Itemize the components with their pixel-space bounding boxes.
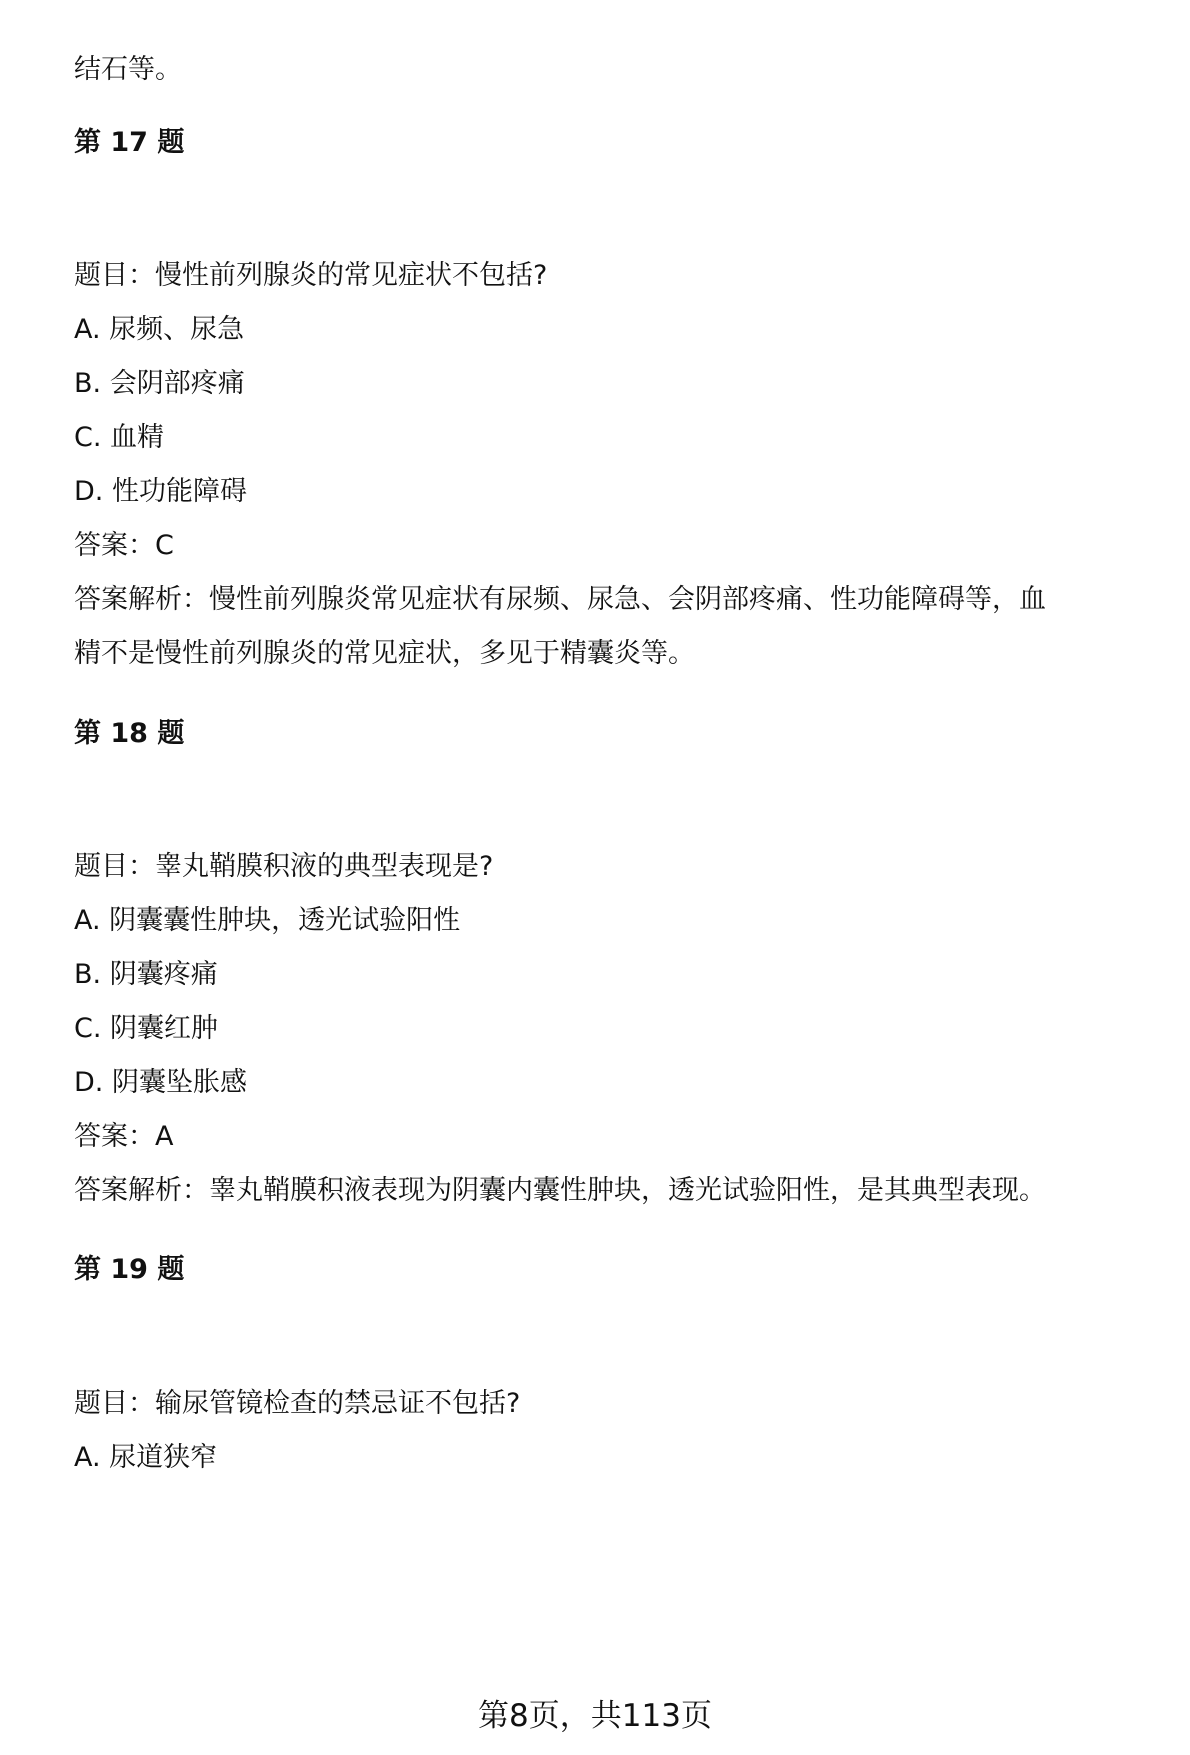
question-19-option-a: A. 尿道狭窄: [74, 1442, 218, 1473]
question-18-heading: 第 18 题: [74, 718, 185, 749]
question-17-option-d: D. 性功能障碍: [74, 476, 247, 507]
question-17-heading: 第 17 题: [74, 127, 185, 158]
question-17-explanation-line-1: 答案解析：慢性前列腺炎常见症状有尿频、尿急、会阴部疼痛、性功能障碍等，血: [74, 584, 1046, 615]
question-17-explanation-line-2: 精不是慢性前列腺炎的常见症状，多见于精囊炎等。: [74, 638, 695, 669]
question-18-answer: 答案：A: [74, 1121, 174, 1152]
question-17-option-c: C. 血精: [74, 422, 165, 453]
question-17-option-a: A. 尿频、尿急: [74, 314, 245, 345]
question-19-text: 题目：输尿管镜检查的禁忌证不包括?: [74, 1388, 521, 1419]
question-17-option-b: B. 会阴部疼痛: [74, 368, 245, 399]
page-number-footer: 第8页，共113页: [478, 1698, 712, 1734]
question-18-option-d: D. 阴囊坠胀感: [74, 1067, 247, 1098]
question-18-option-b: B. 阴囊疼痛: [74, 959, 218, 990]
previous-question-tail: 结石等。: [74, 54, 182, 85]
question-19-heading: 第 19 题: [74, 1254, 185, 1285]
question-18-explanation-line-1: 答案解析：睾丸鞘膜积液表现为阴囊内囊性肿块，透光试验阳性，是其典型表现。: [74, 1175, 1046, 1206]
question-17-text: 题目：慢性前列腺炎的常见症状不包括?: [74, 260, 548, 291]
question-17-answer: 答案：C: [74, 530, 174, 561]
question-18-option-c: C. 阴囊红肿: [74, 1013, 219, 1044]
question-18-text: 题目：睾丸鞘膜积液的典型表现是?: [74, 851, 494, 882]
question-18-option-a: A. 阴囊囊性肿块，透光试验阳性: [74, 905, 461, 936]
